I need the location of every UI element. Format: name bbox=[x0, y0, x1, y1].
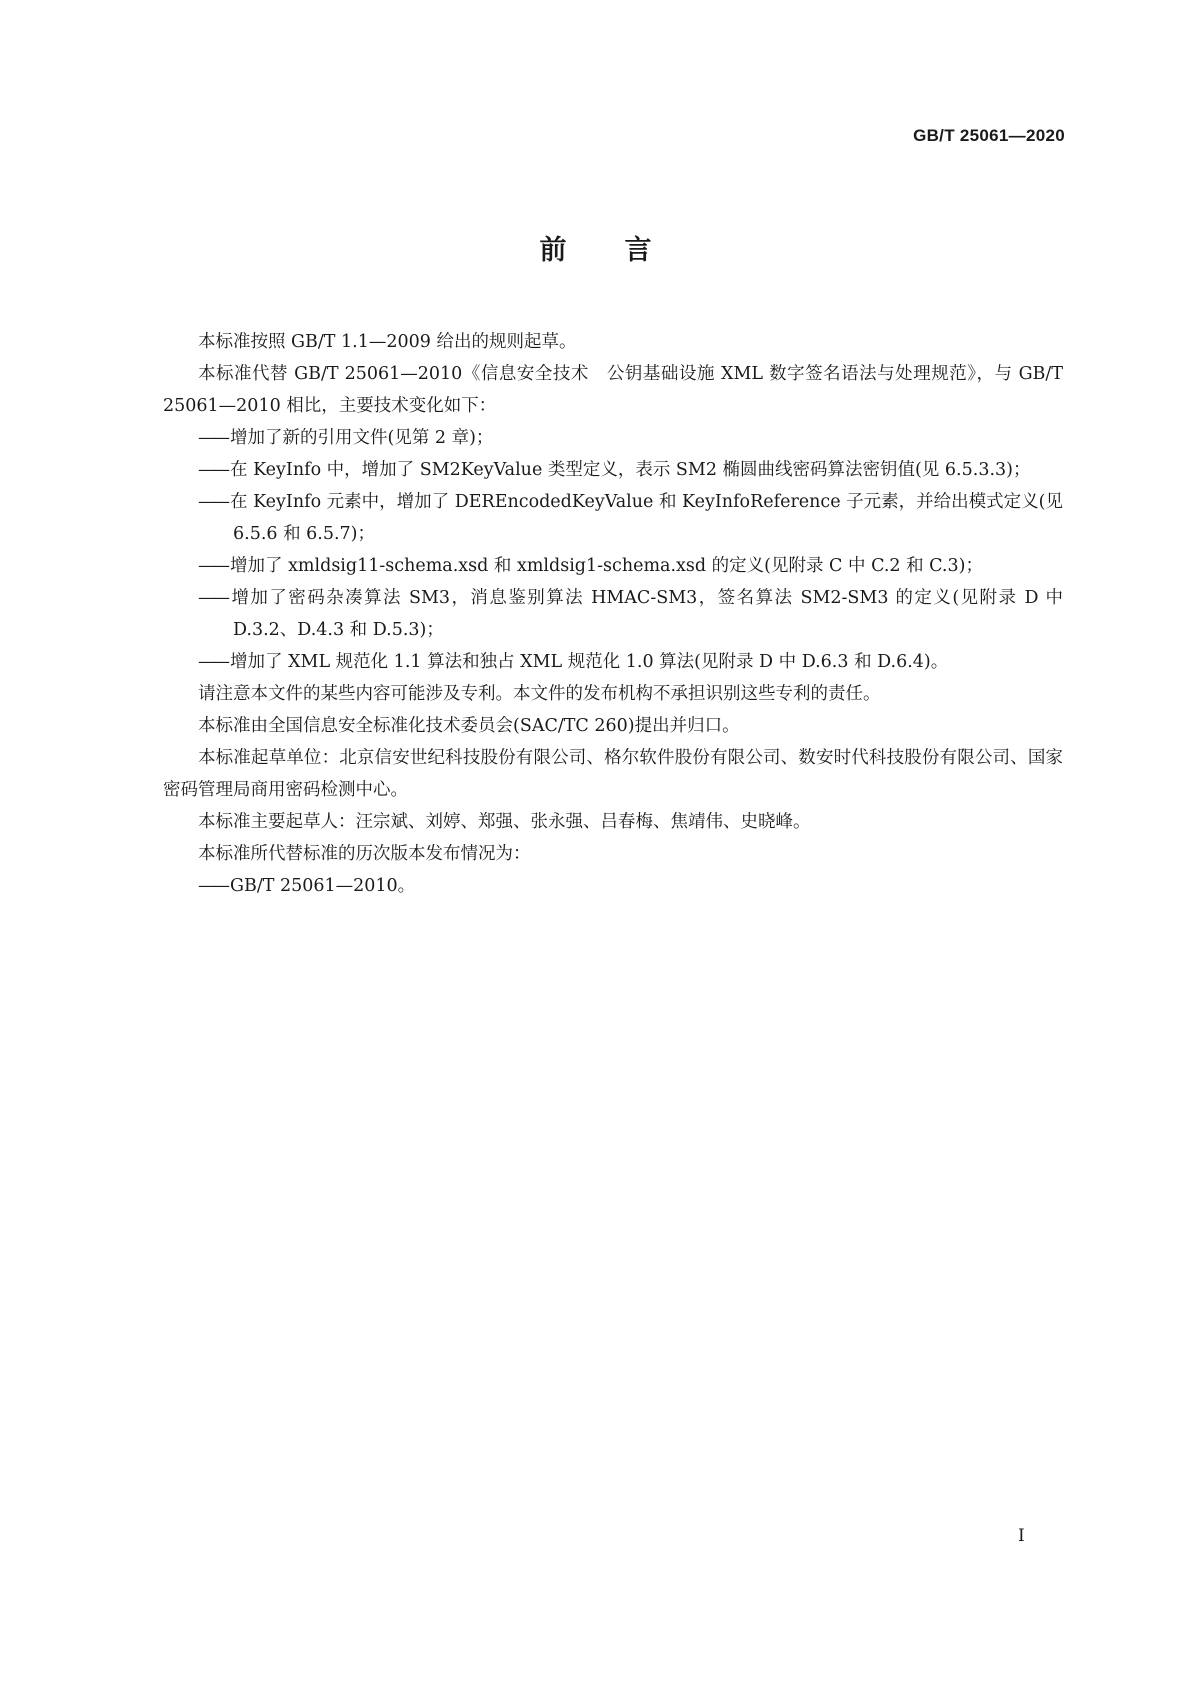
dash-marker: —— bbox=[198, 492, 227, 512]
dash-marker: —— bbox=[198, 460, 227, 480]
paragraph-proposer: 本标准由全国信息安全标准化技术委员会(SAC/TC 260)提出并归口。 bbox=[198, 716, 740, 736]
list-item-text: 增加了 xmldsig11-schema.xsd 和 xmldsig1-schema.xsd 的定义(见附录 C 中 C.2 和 C.3)； bbox=[230, 556, 983, 576]
paragraph-patent-notice: 请注意本文件的某些内容可能涉及专利。本文件的发布机构不承担识别这些专利的责任。 bbox=[198, 684, 881, 704]
paragraph-replacement: 本标准代替 GB/T 25061—2010《信息安全技术 公钥基础设施 XML 数字签名语法与处理规范》，与 GB/T 25061—2010 相比，主要技术变化如下： bbox=[163, 364, 1063, 416]
history-item bbox=[163, 870, 1063, 902]
dash-marker: —— bbox=[198, 428, 227, 448]
dash-marker: —— bbox=[198, 652, 227, 672]
standard-number: GB/T 25061—2020 bbox=[913, 126, 1065, 145]
list-item bbox=[163, 550, 1063, 582]
list-item bbox=[163, 454, 1063, 486]
paragraph-drafting-rules: 本标准按照 GB/T 1.1—2009 给出的规则起草。 bbox=[198, 332, 577, 352]
list-item-text: 增加了 XML 规范化 1.1 算法和独占 XML 规范化 1.0 算法(见附录 D 中 D.6.3 和 D.6.4)。 bbox=[230, 652, 949, 672]
list-item bbox=[163, 422, 1063, 454]
foreword-body bbox=[163, 326, 1063, 902]
dash-marker: —— bbox=[198, 876, 227, 896]
page-number: I bbox=[1018, 1526, 1025, 1546]
paragraph-drafters: 本标准主要起草人：汪宗斌、刘婷、郑强、张永强、吕春梅、焦靖伟、史晓峰。 bbox=[198, 812, 811, 832]
history-item-text: GB/T 25061—2010。 bbox=[230, 876, 416, 896]
list-item bbox=[163, 486, 1063, 550]
page-title: 前言 bbox=[539, 235, 710, 266]
list-item-text: 增加了新的引用文件(见第 2 章)； bbox=[230, 428, 494, 448]
dash-marker: —— bbox=[198, 588, 227, 608]
list-item-text: 增加了密码杂凑算法 SM3，消息鉴别算法 HMAC-SM3，签名算法 SM2-SM3 的定义(见附录 D 中 D.3.2、D.4.3 和 D.5.3)； bbox=[230, 588, 1063, 640]
list-item bbox=[163, 582, 1063, 646]
list-item-text: 在 KeyInfo 中，增加了 SM2KeyValue 类型定义，表示 SM2 椭圆曲线密码算法密钥值(见 6.5.3.3)； bbox=[230, 460, 1031, 480]
list-item bbox=[163, 646, 1063, 678]
paragraph-history-intro: 本标准所代替标准的历次版本发布情况为： bbox=[198, 844, 531, 864]
dash-marker: —— bbox=[198, 556, 227, 576]
list-item-text: 在 KeyInfo 元素中，增加了 DEREncodedKeyValue 和 KeyInfoReference 子元素，并给出模式定义(见 6.5.6 和 6.5.7)； bbox=[230, 492, 1063, 544]
paragraph-drafting-units: 本标准起草单位：北京信安世纪科技股份有限公司、格尔软件股份有限公司、数安时代科技股份有限公司、国家密码管理局商用密码检测中心。 bbox=[163, 748, 1063, 800]
